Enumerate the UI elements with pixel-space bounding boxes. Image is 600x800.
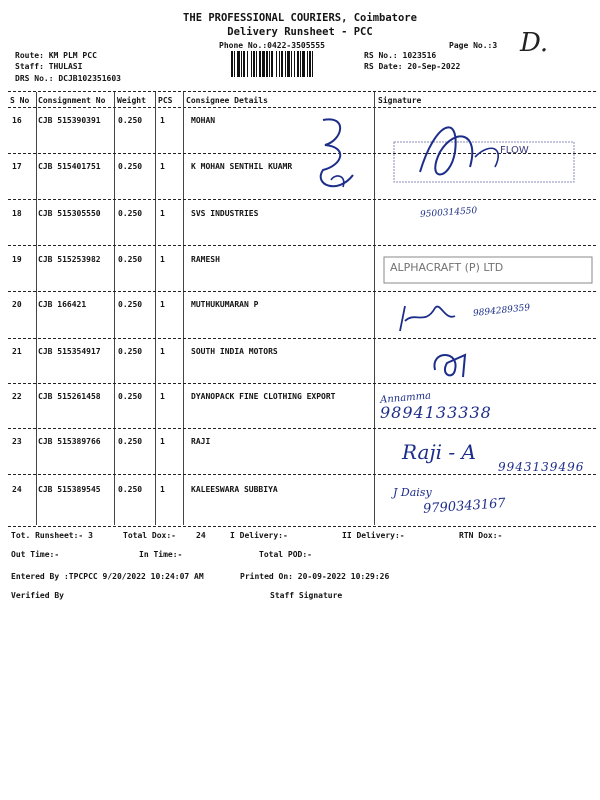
row-sno: 16 xyxy=(12,116,22,125)
col-divider xyxy=(155,92,156,525)
total-dox: Total Dox:- xyxy=(123,531,176,540)
table-bottom-rule xyxy=(8,526,596,527)
col-sno: S No xyxy=(10,96,30,105)
col-weight: Weight xyxy=(117,96,146,105)
signature-south-india xyxy=(425,345,485,389)
row-pcs: 1 xyxy=(160,437,165,446)
signature-svs xyxy=(420,208,477,218)
row-consignee: SOUTH INDIA MOTORS xyxy=(191,347,278,356)
barcode-bar xyxy=(307,51,308,77)
barcode-bar xyxy=(300,51,301,77)
barcode xyxy=(231,51,359,77)
tot-runsheet: Tot. Runsheet:- 3 xyxy=(11,531,93,540)
verified-by: Verified By xyxy=(11,591,64,600)
col-signature: Signature xyxy=(378,96,422,105)
phone-row20: 9894289359 xyxy=(472,303,531,319)
row-weight: 0.250 xyxy=(118,437,143,446)
row-weight: 0.250 xyxy=(118,347,143,356)
row-sno: 18 xyxy=(12,209,22,218)
rtn-dox: RTN Dox:- xyxy=(459,531,503,540)
barcode-bar xyxy=(279,51,280,77)
row-pcs: 1 xyxy=(160,209,165,218)
barcode-bar xyxy=(247,51,248,77)
row-consignment: CJB 515261458 xyxy=(38,392,101,401)
row-pcs: 1 xyxy=(160,392,165,401)
barcode-bar xyxy=(253,51,255,77)
out-time: Out Time:- xyxy=(11,550,60,559)
col-divider xyxy=(183,92,184,525)
row-pcs: 1 xyxy=(160,347,165,356)
rs-number: RS No.: 1023516 xyxy=(364,51,437,60)
row-separator xyxy=(8,428,596,429)
row-pcs: 1 xyxy=(160,162,165,171)
row-consignee: RAJI xyxy=(191,437,211,446)
company-name: THE PROFESSIONAL COURIERS, Coimbatore xyxy=(183,12,417,24)
barcode-bar xyxy=(262,51,265,77)
barcode-bar xyxy=(241,51,242,77)
row-weight: 0.250 xyxy=(118,162,143,171)
table-top-rule xyxy=(8,91,596,92)
barcode-bar xyxy=(266,51,268,77)
signature-muthukumaran xyxy=(395,296,465,340)
row-consignment: CJB 166421 xyxy=(38,300,87,309)
row-sno: 22 xyxy=(12,392,22,401)
barcode-bar xyxy=(269,51,270,77)
barcode-bar xyxy=(276,51,277,77)
barcode-bar xyxy=(309,51,311,77)
corner-mark: D. xyxy=(520,28,549,58)
row-separator xyxy=(8,474,596,475)
barcode-bar xyxy=(291,51,292,77)
entered-by: Entered By :TPCPCC 9/20/2022 10:24:07 AM xyxy=(11,572,204,581)
stamp-text-flow: FLOW xyxy=(500,145,529,156)
in-time: In Time:- xyxy=(139,550,183,559)
col-divider xyxy=(374,92,375,525)
row-weight: 0.250 xyxy=(118,116,143,125)
i-delivery: I Delivery:- xyxy=(230,531,288,540)
barcode-bar xyxy=(271,51,273,77)
row-consignment: CJB 515389545 xyxy=(38,485,101,494)
row-pcs: 1 xyxy=(160,485,165,494)
row-consignment: CJB 515354917 xyxy=(38,347,101,356)
row-sno: 23 xyxy=(12,437,22,446)
row-weight: 0.250 xyxy=(118,392,143,401)
row-weight: 0.250 xyxy=(118,255,143,264)
col-divider xyxy=(114,92,115,525)
signature-mohan xyxy=(380,112,600,206)
row-consignment: CJB 515401751 xyxy=(38,162,101,171)
row-consignment: CJB 515389766 xyxy=(38,437,101,446)
handwritten-sig-row16 xyxy=(303,115,373,204)
barcode-bar xyxy=(237,51,240,77)
total-pod: Total POD:- xyxy=(259,550,312,559)
row-consignee: MOHAN xyxy=(191,116,216,125)
barcode-bar xyxy=(297,51,299,77)
row-weight: 0.250 xyxy=(118,300,143,309)
staff-signature: Staff Signature xyxy=(270,591,343,600)
row-sno: 24 xyxy=(12,485,22,494)
total-dox-value: 24 xyxy=(196,531,206,540)
barcode-bar xyxy=(294,51,295,77)
signature-dyanopack: Annamma 9894133338 xyxy=(379,390,492,422)
rs-date: RS Date: 20-Sep-2022 xyxy=(364,62,461,71)
row-sno: 21 xyxy=(12,347,22,356)
row-weight: 0.250 xyxy=(118,485,143,494)
barcode-bar xyxy=(312,51,313,77)
document-title: Delivery Runsheet - PCC xyxy=(227,26,373,38)
drs-number: DRS No.: DCJB102351603 xyxy=(15,74,121,83)
phone-row23: 9943139496 xyxy=(498,460,585,474)
ii-delivery: II Delivery:- xyxy=(342,531,405,540)
barcode-bar xyxy=(287,51,290,77)
barcode-bar xyxy=(243,51,245,77)
stamp-alphacraft xyxy=(378,253,598,291)
col-consignment: Consignment No xyxy=(38,96,106,105)
row-consignment: CJB 515253982 xyxy=(38,255,101,264)
row-pcs: 1 xyxy=(160,116,165,125)
row-consignee: KALEESWARA SUBBIYA xyxy=(191,485,278,494)
row-separator xyxy=(8,245,596,246)
barcode-bar xyxy=(259,51,261,77)
barcode-bar xyxy=(256,51,257,77)
barcode-bar xyxy=(234,51,235,77)
row-consignee: RAMESH xyxy=(191,255,220,264)
signature-raji: Raji - A xyxy=(402,440,476,464)
stamp-text-alphacraft: ALPHACRAFT (P) LTD xyxy=(390,261,504,274)
barcode-bar xyxy=(302,51,305,77)
row-consignment: CJB 515390391 xyxy=(38,116,101,125)
printed-on: Printed On: 20-09-2022 10:29:26 xyxy=(240,572,390,581)
col-divider xyxy=(36,92,37,525)
row-consignment: CJB 515305550 xyxy=(38,209,101,218)
row-separator xyxy=(8,338,596,339)
staff-label: Staff: THULASI xyxy=(15,62,83,71)
row-pcs: 1 xyxy=(160,300,165,309)
barcode-bar xyxy=(285,51,286,77)
row-consignee: MUTHUKUMARAN P xyxy=(191,300,259,309)
col-pcs: PCS xyxy=(158,96,173,105)
row-pcs: 1 xyxy=(160,255,165,264)
col-consignee: Consignee Details xyxy=(186,96,268,105)
page-number: Page No.:3 xyxy=(449,41,498,50)
signature-kaleeswara: J Daisy 9790343167 xyxy=(393,486,507,517)
row-weight: 0.250 xyxy=(118,209,143,218)
row-sno: 19 xyxy=(12,255,22,264)
row-sno: 20 xyxy=(12,300,22,309)
phone-number: Phone No.:0422-3505555 xyxy=(219,41,325,50)
row-separator xyxy=(8,383,596,384)
row-consignee: SVS INDUSTRIES xyxy=(191,209,259,218)
route-label: Route: KM PLM PCC xyxy=(15,51,97,60)
row-sno: 17 xyxy=(12,162,22,171)
barcode-bar xyxy=(231,51,233,77)
barcode-bar xyxy=(251,51,252,77)
phone-handwritten-row18: 9500314550 xyxy=(419,206,478,220)
row-consignee: K MOHAN SENTHIL KUAMR xyxy=(191,162,293,171)
row-consignee: DYANOPACK FINE CLOTHING EXPORT xyxy=(191,392,336,401)
row-separator xyxy=(8,291,596,292)
barcode-bar xyxy=(281,51,283,77)
table-header-rule xyxy=(8,107,596,108)
